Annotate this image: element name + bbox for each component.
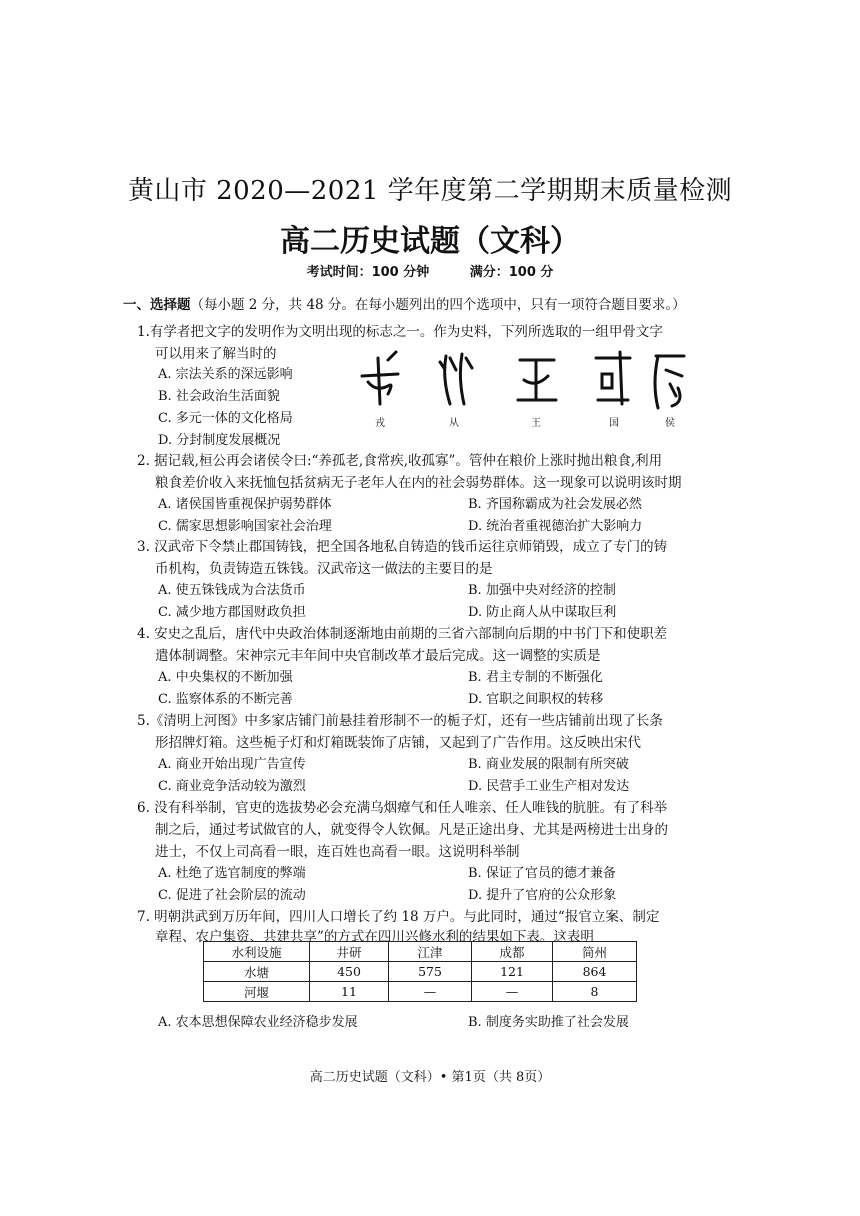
section-name: 一、选择题 xyxy=(123,297,191,313)
table-cell: — xyxy=(472,982,553,1002)
oracle-glyph-rong xyxy=(362,352,398,404)
q3-option-c: C. 减少地方郡国财政负担 xyxy=(158,605,306,620)
table-header-cell: 水利设施 xyxy=(204,942,310,962)
q2-stem-line2: 粮食差价收入来抚恤包括贫病无子老年人在内的社会弱势群体。这一现象可以说明该时期 xyxy=(155,475,682,491)
q1-option-d: D. 分封制度发展概况 xyxy=(158,433,281,448)
q4-option-d: D. 官职之间职权的转移 xyxy=(468,692,604,707)
q3-stem-line1: 3. 汉武帝下令禁止郡国铸钱，把全国各地私自铸造的钱币运往京师销毁，成立了专门的铸 xyxy=(137,539,668,555)
table-cell: 水塘 xyxy=(204,962,310,982)
glyph-label-3: 王 xyxy=(531,418,541,429)
q5-option-c: C. 商业竞争活动较为激烈 xyxy=(158,779,306,794)
exam-score: 满分：100 分 xyxy=(469,265,554,280)
table-cell: 121 xyxy=(472,962,553,982)
table-header-cell: 简州 xyxy=(553,942,637,962)
table-cell: 8 xyxy=(553,982,637,1002)
q6-stem-line3: 进士，不仅上司高看一眼，连百姓也高看一眼。这说明科举制 xyxy=(155,844,520,860)
q6-option-a: A. 杜绝了选官制度的弊端 xyxy=(158,866,306,881)
oracle-glyph-wang xyxy=(518,360,556,400)
q3-stem-line2: 币机构，负责铸造五铢钱。汉武帝这一做法的主要目的是 xyxy=(155,561,493,577)
q2-option-c: C. 儒家思想影响国家社会治理 xyxy=(158,519,332,534)
q7-option-a: A. 农本思想保障农业经济稳步发展 xyxy=(158,1015,358,1030)
table-cell: 575 xyxy=(389,962,472,982)
q6-stem-line2: 制之后，通过考试做官的人，就变得令人钦佩。凡是正途出身、尤其是两榜进士出身的 xyxy=(155,822,668,838)
q1-option-a: A. 宗法关系的深远影响 xyxy=(158,367,293,382)
table-row xyxy=(204,982,637,1002)
q1-option-b: B. 社会政治生活面貌 xyxy=(158,389,280,404)
q6-option-c: C. 促进了社会阶层的流动 xyxy=(158,888,306,903)
section-instruction: （每小题 2 分，共 48 分。在每小题列出的四个选项中，只有一项符合题目要求。） xyxy=(190,297,686,313)
exam-title: 黄山市 2020—2021 学年度第二学期期末质量检测 xyxy=(127,176,733,206)
table-cell: 11 xyxy=(310,982,389,1002)
table-header-row xyxy=(204,942,637,962)
table-cell: — xyxy=(389,982,472,1002)
q5-option-a: A. 商业开始出现广告宣传 xyxy=(158,757,306,772)
q4-option-b: B. 君主专制的不断强化 xyxy=(468,670,603,685)
irrigation-table xyxy=(203,941,637,1002)
oracle-glyph-guo xyxy=(596,352,630,404)
q4-option-a: A. 中央集权的不断加强 xyxy=(158,670,293,685)
q1-stem-line2: 可以用来了解当时的 xyxy=(155,346,277,362)
q5-stem-line1: 5.《清明上河图》中多家店铺门前悬挂着形制不一的栀子灯，还有一些店铺前出现了长条 xyxy=(137,713,663,729)
table-cell: 864 xyxy=(553,962,637,982)
q1-option-c: C. 多元一体的文化格局 xyxy=(158,411,293,426)
q5-stem-line2: 形招牌灯箱。这些栀子灯和灯箱既装饰了店铺，又起到了广告作用。这反映出宋代 xyxy=(155,735,641,751)
exam-meta xyxy=(0,261,860,280)
table-cell: 河堰 xyxy=(204,982,310,1002)
q7-stem-line1: 7. 明朝洪武到万历年间，四川人口增长了约 18 万户。与此同时，通过“报官立案、制定 xyxy=(137,909,660,925)
q4-stem-line2: 遣体制调整。宋神宗元丰年间中央官制改革才最后完成。这一调整的实质是 xyxy=(155,648,601,664)
q5-option-b: B. 商业发展的限制有所突破 xyxy=(468,757,629,772)
q6-option-b: B. 保证了官员的德才兼备 xyxy=(468,866,616,881)
table-header-cell: 成都 xyxy=(472,942,553,962)
q3-option-a: A. 使五铢钱成为合法货币 xyxy=(158,583,306,598)
exam-subtitle: 高二历史试题（文科） xyxy=(280,224,580,259)
glyph-label-2: 从 xyxy=(449,418,459,429)
q6-stem-line1: 6. 没有科举制，官吏的选拔势必会充满乌烟瘴气和任人唯亲、任人唯钱的肮脏。有了科举 xyxy=(137,800,668,816)
q2-option-a: A. 诸侯国皆重视保护弱势群体 xyxy=(158,497,332,512)
page-footer: 高二历史试题（文科）• 第1页（共 8页） xyxy=(309,1070,551,1085)
oracle-glyph-cong xyxy=(440,354,472,404)
table-row xyxy=(204,962,637,982)
q4-option-c: C. 监察体系的不断完善 xyxy=(158,692,293,707)
exam-time: 考试时间：100 分钟 xyxy=(306,265,430,280)
table-cell: 450 xyxy=(310,962,389,982)
glyph-label-5: 侯 xyxy=(665,418,675,429)
oracle-glyph-drawings xyxy=(358,348,688,414)
q5-option-d: D. 民营手工业生产相对发达 xyxy=(468,779,630,794)
q2-option-d: D. 统治者重视德治扩大影响力 xyxy=(468,519,643,534)
glyph-label-1: 戎 xyxy=(375,418,385,429)
q3-option-d: D. 防止商人从中谋取巨利 xyxy=(468,605,617,620)
q2-stem-line1: 2. 据记载,桓公再会诸侯令曰:“养孤老,食常疾,收孤寡”。管仲在粮价上涨时抛出粮食,利用 xyxy=(137,453,663,469)
q4-stem-line1: 4. 安史之乱后，唐代中央政治体制逐渐地由前期的三省六部制向后期的中书门下和使职差 xyxy=(137,626,668,642)
section-heading xyxy=(123,293,686,313)
q7-option-b: B. 制度务实助推了社会发展 xyxy=(468,1015,629,1030)
table-header-cell: 井研 xyxy=(310,942,389,962)
oracle-glyph-hou xyxy=(655,356,684,408)
q1-stem-line1: 1.有学者把文字的发明作为文明出现的标志之一。作为史料，下列所选取的一组甲骨文字 xyxy=(137,324,663,340)
q2-option-b: B. 齐国称霸成为社会发展必然 xyxy=(468,497,642,512)
table-header-cell: 江津 xyxy=(389,942,472,962)
q3-option-b: B. 加强中央对经济的控制 xyxy=(468,583,616,598)
oracle-bone-glyphs xyxy=(358,348,688,434)
q7-stem-line2: 章程、农户集资、共建共享”的方式在四川兴修水利的结果如下表。这表明 xyxy=(155,929,594,945)
q6-option-d: D. 提升了官府的公众形象 xyxy=(468,888,617,903)
glyph-label-4: 国 xyxy=(609,418,619,429)
